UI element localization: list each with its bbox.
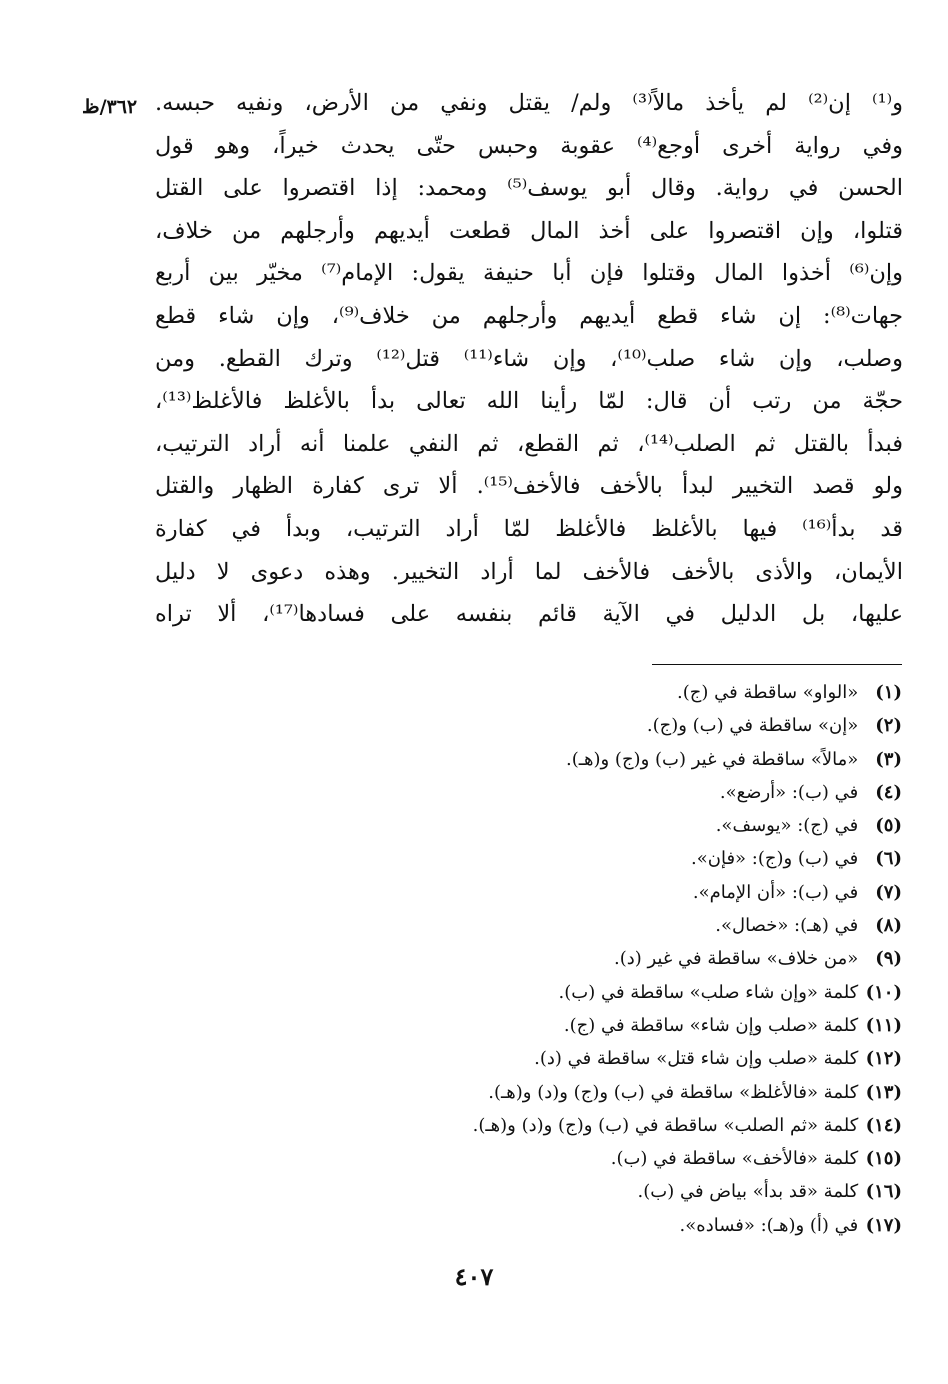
footnote-text: في (أ) و(هـ): «فساده».: [679, 1214, 859, 1236]
text-line: ولو قصد التخيير لبدأ بالأخف فالأخف⁽¹⁵⁾. ألا ترى كفارة الظهار والقتل: [155, 473, 903, 500]
footnote-item: [382, 942, 902, 975]
footnote-number: (١٤): [865, 1114, 902, 1136]
footnote-text: كلمة «فالأغلظ» ساقطة في (ب) و(ج) و(د) و(هـ).: [488, 1081, 859, 1103]
manuscript-folio-marker: ٣٦٢/ظ: [82, 96, 138, 118]
footnote-number: (١٧): [865, 1214, 902, 1236]
text-line: وصلب، وإن شاء صلب⁽¹⁰⁾، وإن شاء⁽¹¹⁾ قتل⁽¹²⁾ وترك القطع. ومن: [155, 345, 903, 372]
footnote-text: «مالاً» ساقطة في غير (ب) و(ج) و(هـ).: [565, 748, 859, 770]
main-text: [155, 82, 903, 636]
footnote-item: [382, 1009, 902, 1042]
footnote-number: (١٠): [865, 981, 902, 1003]
text-line: قد بدأ⁽¹⁶⁾ فيها بالأغلظ فالأغلظ لمّا أراد الترتيب، وبدأ في كفارة: [155, 515, 903, 542]
footnote-item: [382, 809, 902, 842]
footnote-text: كلمة «قد بدأ» بياض في (ب).: [637, 1181, 859, 1203]
footnote-separator: [652, 664, 902, 665]
text-line: فبدأ بالقتل ثم الصلب⁽¹⁴⁾، ثم القطع، ثم النفي علمنا أنه أراد الترتيب،: [155, 430, 903, 457]
text-line: حجّة من رتب أن قال: لمّا رأينا الله تعالى بدأ بالأغلظ فالأغلظ⁽¹³⁾،: [155, 388, 903, 415]
footnote-item: [382, 676, 902, 709]
footnote-number: (٤): [875, 781, 902, 803]
text-line: قتلوا، وإن اقتصروا على أخذ المال قطعت أيديهم وأرجلهم من خلاف،: [155, 217, 903, 244]
footnote-text: «الواو» ساقطة في (ج).: [677, 682, 859, 703]
footnote-text: كلمة «ثم الصلب» ساقطة في (ب) و(ج) و(د) و(هـ).: [472, 1114, 859, 1136]
footnote-item: [382, 743, 902, 776]
text-line: وفي رواية أخرى أوجع⁽⁴⁾ عقوبة وحبس حتّى يحدث خيراً، وهو قول: [155, 132, 903, 159]
footnote-item: [382, 1142, 902, 1175]
footnote-text: كلمة «صلب وإن شاء» ساقطة في (ج).: [563, 1014, 859, 1036]
footnote-text: «إن» ساقطة في (ب) و(ج).: [646, 715, 859, 737]
footnote-number: (٩): [875, 948, 902, 970]
footnote-text: في (ب) و(ج): «فإن».: [691, 848, 859, 870]
text-line: و⁽¹⁾ إن⁽²⁾ لم يأخذ مالاً⁽³⁾ ولم/ يقتل ونفي من الأرض، ونفيه حبسه.: [155, 90, 903, 116]
footnote-number: (٧): [875, 881, 902, 903]
footnote-item: [382, 1042, 902, 1075]
text-line: الحسن في رواية. وقال أبو يوسف⁽⁵⁾ ومحمد: إذا اقتصروا على القتل: [155, 175, 903, 202]
footnote-item: [382, 1209, 902, 1242]
text-line: جهات⁽⁸⁾: إن شاء قطع أيديهم وأرجلهم من خلاف⁽⁹⁾، وإن شاء قطع: [155, 302, 903, 329]
page-number: ٤٠٧: [454, 1262, 494, 1291]
footnote-number: (٦): [875, 848, 902, 870]
footnote-item: [382, 876, 902, 909]
footnote-number: (٨): [875, 915, 902, 937]
footnote-number: (٣): [875, 748, 902, 770]
footnote-number: (١٣): [865, 1081, 902, 1103]
footnote-item: [382, 909, 902, 942]
footnote-number: (٥): [875, 815, 902, 837]
text-line: وإن⁽⁶⁾ أخذوا المال وقتلوا فإن أبا حنيفة يقول: الإمام⁽⁷⁾ مخيّر بين أربع: [155, 260, 903, 287]
footnote-item: [382, 842, 902, 875]
footnote-text: في (ب): «أن الإمام».: [692, 881, 859, 903]
text-line: عليها، بل الدليل في الآية قائم بنفسه على فسادها⁽¹⁷⁾، ألا تراه: [155, 601, 903, 628]
footnote-item: [382, 1175, 902, 1208]
footnote-text: في (ج): «يوسف».: [715, 815, 859, 837]
footnote-number: (٢): [875, 715, 902, 737]
text-line: الأيمان، والأذى بالأخف فالأخف لما أراد التخيير. وهذه دعوى لا دليل: [155, 558, 903, 585]
footnote-number: (١٥): [865, 1148, 902, 1170]
footnote-item: [382, 709, 902, 742]
footnote-text: في (هـ): «خصال».: [715, 915, 859, 937]
footnote-text: في (ب): «أرضع».: [719, 781, 859, 803]
footnote-number: (١٢): [865, 1048, 902, 1070]
footnote-text: «من خلاف» ساقطة في غير (د).: [614, 948, 859, 970]
footnote-item: [382, 1076, 902, 1109]
footnotes-list: [382, 676, 902, 1242]
footnote-item: [382, 776, 902, 809]
footnote-number: (١): [875, 682, 902, 703]
footnote-text: كلمة «فالأخف» ساقطة في (ب).: [610, 1148, 859, 1170]
footnote-number: (١٦): [865, 1181, 902, 1203]
footnote-text: كلمة «وإن شاء صلب» ساقطة في (ب).: [558, 981, 859, 1003]
footnote-item: [382, 976, 902, 1009]
footnote-item: [382, 1109, 902, 1142]
footnote-number: (١١): [865, 1014, 902, 1036]
footnote-text: كلمة «صلب وإن شاء قتل» ساقطة في (د).: [534, 1048, 859, 1070]
